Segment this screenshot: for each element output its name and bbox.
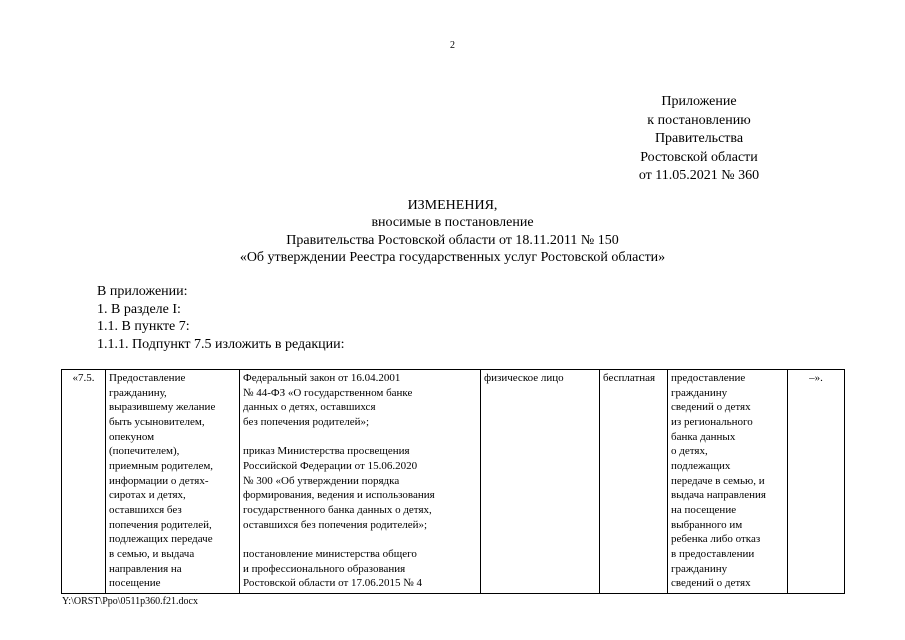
table-cell-legal-basis xyxy=(240,370,481,594)
changes-table xyxy=(61,369,845,594)
table-cell-result xyxy=(668,370,788,594)
document-heading: ИЗМЕНЕНИЯ, xyxy=(407,198,498,213)
table-cell-fee xyxy=(600,370,668,594)
service-name: Предоставление гражданину, выразившему желание быть усыновителем, опекуном (попечителем), приемным родителем, информации о детях- сиротах и детях, оставшихся без попечения родителей, подлежащих передаче в семью, и выдача направления на посещение xyxy=(109,372,216,590)
title-block xyxy=(0,197,905,266)
intro-line: 1.1.1. Подпункт 7.5 изложить в редакции: xyxy=(97,336,345,352)
table-cell-name xyxy=(106,370,240,594)
appendix-line: Ростовской области xyxy=(640,149,758,165)
recipient: физическое лицо xyxy=(484,372,564,384)
service-result: предоставление гражданину сведений о детях из регионального банка данных о детях, подлежащих передаче в семью, и выдача направления на посещение выбранного им ребенка либо отказ в предоставлении гражданину сведений о детях xyxy=(671,372,766,590)
table-row xyxy=(62,370,845,594)
intro-line: 1.1. В пункте 7: xyxy=(97,319,190,335)
appendix-line: от 11.05.2021 № 360 xyxy=(638,168,760,184)
title-line: вносимые в постановление xyxy=(371,215,534,231)
page-number: 2 xyxy=(450,40,455,51)
appendix-line: Правительства xyxy=(654,131,744,147)
title-line: «Об утверждении Реестра государственных услуг Ростовской области» xyxy=(239,249,666,265)
title-line: Правительства Ростовской области от 18.11.2011 № 150 xyxy=(286,232,619,248)
intro-line: 1. В разделе I: xyxy=(97,301,181,317)
appendix-block xyxy=(589,93,809,186)
intro-line: В приложении: xyxy=(97,284,188,299)
footer-file-path: Y:\ORST\Ppo\0511p360.f21.docx xyxy=(62,596,198,607)
service-number: «7.5. xyxy=(72,372,95,384)
appendix-line: Приложение xyxy=(661,94,737,109)
appendix-line: к постановлению xyxy=(647,112,751,128)
intro-block xyxy=(97,283,345,353)
table-cell-recipient xyxy=(481,370,600,594)
table-cell-number xyxy=(62,370,106,594)
fee: бесплатная xyxy=(603,372,656,384)
legal-basis: Федеральный закон от 16.04.2001 № 44-ФЗ «О государственном банке данных о детях, оставшихся без попечения родителей»; приказ Министерства просвещения Российской Федерации от 15.06.2020 № 300 «Об утверждении порядка формирования, ведения и использования государственного банка данных о детях, оставшихся без попечения родителей»; постановление министерства общего и профессионального образования Ростовской области от 17.06.2015 № 4 xyxy=(243,372,435,590)
table-cell-end xyxy=(788,370,845,594)
end-mark: –». xyxy=(809,372,823,384)
